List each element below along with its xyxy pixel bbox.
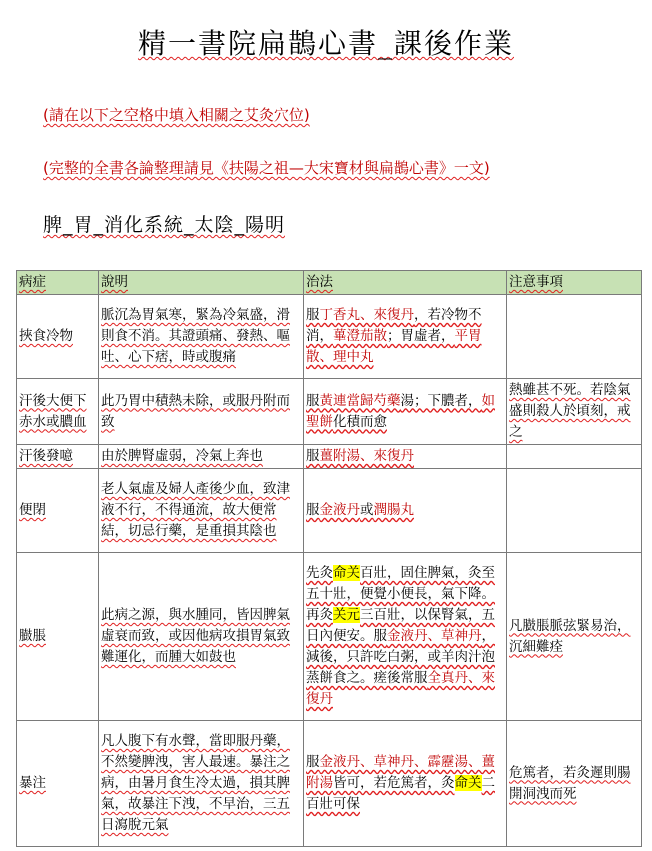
table-row [17, 445, 642, 469]
instruction-note: (請在以下之空格中填入相關之艾灸穴位) [43, 106, 310, 124]
treatment-text: 潤腸丸 [373, 502, 414, 518]
treatment-text: 先灸 [306, 565, 333, 581]
treatment-text: 服 [306, 392, 320, 409]
notes-cell [507, 469, 642, 553]
treatment-text: 黃連當歸芍藥 [319, 392, 401, 409]
acupoint-highlight: 命关 [333, 565, 360, 581]
notes-cell [507, 295, 642, 379]
notes-cell [507, 445, 642, 469]
explanation-cell: 此病之源，與水腫同，皆因脾氣虛衰而致，或因他病攻損胃氣致難運化，而腫大如鼓也 [99, 553, 304, 721]
treatment-text: ，若冷物不消， [306, 307, 482, 344]
condition-cell: 臌脹 [17, 553, 99, 721]
notes-cell: 危篤者，若灸遲則腸開洞洩而死 [507, 721, 642, 847]
header-explanation: 說明 [99, 271, 304, 295]
treatment-text: 百壯，固住脾氣，灸至五十壯，便覺小便長，氣下降。再灸 [306, 565, 495, 623]
condition-cell: 汗後大便下赤水或膿血 [17, 379, 99, 445]
page-title: 精一書院扁鵲心書_課後作業 [137, 27, 514, 60]
treatment-text: 全真丹、來復丹 [306, 670, 495, 707]
homework-table [16, 270, 642, 847]
treatment-text: 服 [306, 502, 320, 518]
treatment-text: 如聖餅 [306, 392, 495, 430]
treatment-text: 二百壯可保 [306, 775, 495, 812]
table-row [17, 295, 642, 379]
treatment-text: 蓽澄茄散 [333, 328, 387, 344]
treatment-text: 湯；下膿者， [400, 392, 482, 409]
treatment-text: 薑附湯、來復丹 [319, 448, 414, 464]
section-heading: 脾_胃_消化系統_太陰_陽明 [43, 214, 286, 236]
treatment-text: 服 [306, 307, 320, 323]
treatment-cell [304, 469, 507, 553]
explanation-cell: 脈沉為胃氣寒，緊為冷氣盛，滑則食不消。其證頭痛、發熱、嘔吐、心下痞，時或腹痛 [99, 295, 304, 379]
treatment-text: 丁香丸、來復丹 [319, 307, 414, 323]
treatment-text: 或 [360, 502, 374, 518]
table-row [17, 721, 642, 847]
acupoint-highlight: 命关 [454, 775, 482, 791]
table-row [17, 379, 642, 445]
explanation-cell: 此乃胃中積熱未除，或服丹附而致 [99, 379, 304, 445]
notes-cell: 凡臌脹脈弦緊易治，沉細難痊 [507, 553, 642, 721]
explanation-cell: 凡人腹下有水聲，當即服丹藥，不然變脾洩，害人最速。暴注之病，由暑月食生冷太過，損其脾氣，故暴注下洩，不早治，三五日瀉脫元氣 [99, 721, 304, 847]
treatment-cell [304, 445, 507, 469]
explanation-cell: 由於脾腎虛弱，冷氣上奔也 [99, 445, 304, 469]
treatment-text: 三百壯，以保腎氣，五日內便安。服 [306, 607, 495, 644]
table-header-row [17, 271, 642, 295]
treatment-text: 金液丹、草神丹、霹靂湯、薑附湯 [306, 754, 495, 791]
treatment-text: ，減後，只許吃白粥，或羊肉汁泡蒸餅食之。瘥後常服 [306, 628, 495, 686]
header-treatment: 治法 [304, 271, 507, 295]
treatment-cell [304, 379, 507, 445]
treatment-cell [304, 553, 507, 721]
treatment-text: 皆可，若危篤者，灸 [333, 775, 455, 791]
header-condition: 病症 [17, 271, 99, 295]
treatment-text: 金液丹 [319, 502, 360, 518]
table-row [17, 469, 642, 553]
treatment-text: 化積而愈 [333, 413, 387, 430]
treatment-text: 服 [306, 754, 320, 770]
condition-cell: 便閉 [17, 469, 99, 553]
header-notes: 注意事項 [507, 271, 642, 295]
condition-cell: 挾食冷物 [17, 295, 99, 379]
condition-cell: 汗後發噫 [17, 445, 99, 469]
treatment-cell [304, 295, 507, 379]
acupoint-highlight: 关元 [333, 607, 360, 623]
table-row [17, 553, 642, 721]
notes-cell: 熱雖甚不死。若陰氣盛則殺人於頃刻，戒之 [507, 379, 642, 445]
reference-note: (完整的全書各論整理請見《扶陽之祖—大宋寶材與扁鵲心書》一文) [43, 159, 490, 177]
treatment-text: 金液丹、草神丹 [387, 628, 482, 644]
treatment-text: 服 [306, 448, 320, 464]
treatment-cell [304, 721, 507, 847]
condition-cell: 暴注 [17, 721, 99, 847]
treatment-text: 平胃散、理中丸 [306, 328, 482, 365]
explanation-cell: 老人氣虛及婦人產後少血，致津液不行，不得通流，故大便常結，切忌行藥，是重損其陰也 [99, 469, 304, 553]
treatment-text: ；胃虛者， [387, 328, 455, 344]
